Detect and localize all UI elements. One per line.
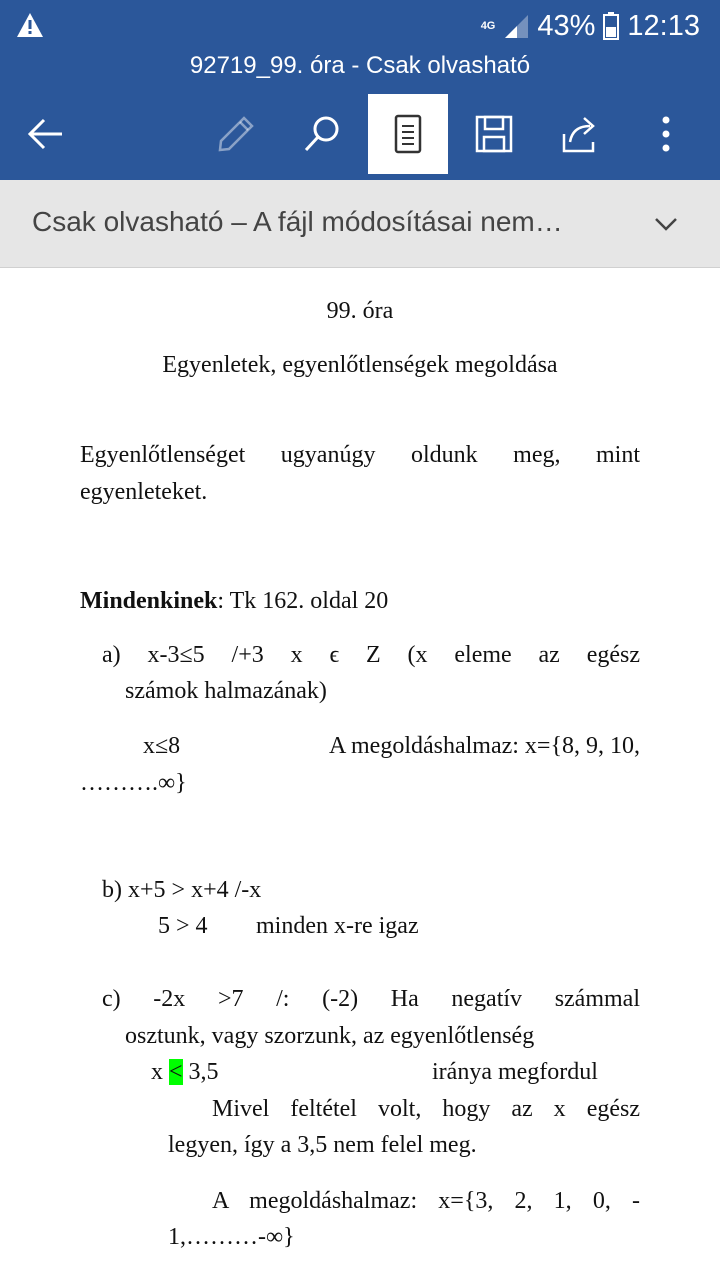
chevron-down-icon[interactable] [652,210,680,238]
exercise-b-comment: minden x-re igaz [256,913,419,939]
exercise-a-line: ……….∞} [80,770,187,796]
exercise-c-line: legyen, így a 3,5 nem felel meg. [168,1132,477,1158]
read-only-message: Csak olvasható – A fájl módosításai nem… [32,206,563,237]
save-icon [474,114,514,154]
exercise-c-result [151,1059,219,1086]
exercise-c-comment: iránya megfordul [432,1059,598,1085]
exercise-c-line: osztunk, vagy szorzunk, az egyenlőtlenség [125,1023,535,1049]
clock: 12:13 [627,9,700,42]
exercise-a-result: x≤8 [143,733,181,759]
search-icon [302,114,342,154]
exercise-c-line: Mivel feltétel volt, hogy az x egész [212,1096,640,1122]
exercise-c-result-pre: x [151,1059,169,1085]
status-bar [0,0,720,50]
reading-view-button[interactable] [368,94,448,174]
intro-paragraph-line: egyenleteket. [80,479,208,505]
toolbar [0,94,720,174]
task-heading-rest: : Tk 162. oldal 20 [217,588,389,614]
battery-icon [603,12,619,40]
document-title: 92719_99. óra - Csak olvasható [189,52,531,79]
search-button[interactable] [282,94,362,174]
exercise-c-solution-set: A megoldáshalmaz: x={3, 2, 1, 0, - [212,1188,640,1214]
edit-button[interactable] [196,94,276,174]
exercise-a-line: számok halmazának) [125,678,327,704]
save-button[interactable] [454,94,534,174]
intro-paragraph-line: Egyenlőtlenséget ugyanúgy oldunk meg, mint [80,442,640,468]
back-button[interactable] [6,94,86,174]
battery-percent: 43% [537,9,596,42]
signal-icon [503,13,529,39]
exercise-b-line: b) x+5 > x+4 /-x [102,877,262,903]
exercise-c-line: 1,………-∞} [168,1224,295,1250]
highlighted-symbol: < [169,1059,183,1085]
exercise-a-line: a) x-3≤5 /+3 x ϵ Z (x eleme az egész [102,642,640,668]
pencil-icon [216,114,256,154]
exercise-b-result: 5 > 4 [158,913,208,939]
document-body [0,268,720,1280]
back-arrow-icon [26,114,66,154]
more-icon [661,114,671,154]
app-bar [0,0,720,180]
task-heading-bold: Mindenkinek [80,588,218,614]
task-heading [80,588,388,615]
lesson-title: Egyenletek, egyenlőtlenségek megoldása [162,352,558,378]
warning-icon [16,12,44,38]
reading-view-icon [393,114,423,154]
more-options-button[interactable] [626,94,706,174]
exercise-c-result-post: 3,5 [182,1059,219,1085]
read-only-banner[interactable] [0,180,720,268]
exercise-a-solution-set: A megoldáshalmaz: x={8, 9, 10, [328,733,640,759]
network-type: 4G [480,20,496,32]
lesson-number: 99. óra [326,298,394,324]
share-button[interactable] [540,94,620,174]
exercise-c-line: c) -2x >7 /: (-2) Ha negatív számmal [102,986,640,1012]
share-icon [560,114,600,154]
